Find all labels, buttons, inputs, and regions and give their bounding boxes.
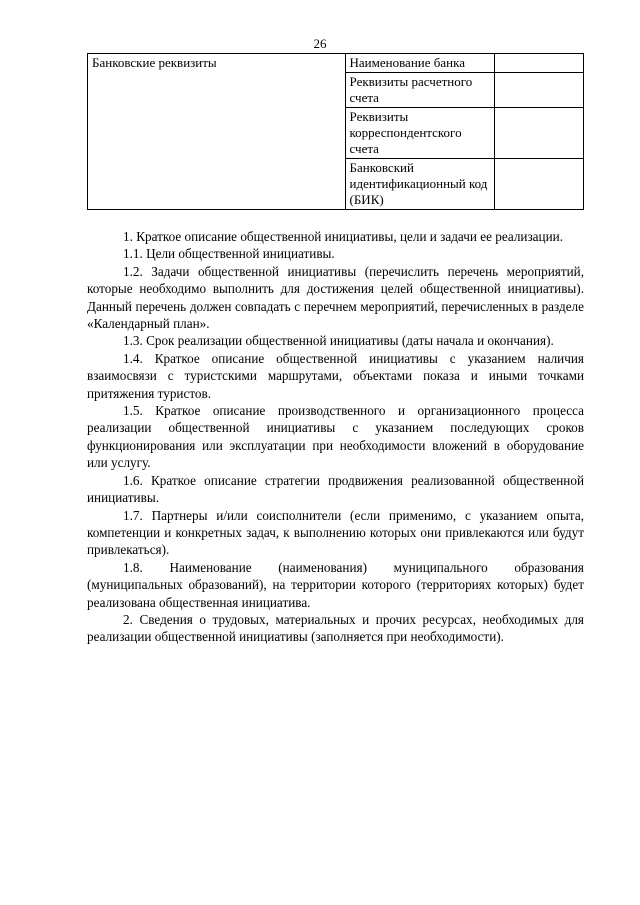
paragraph-1-3: 1.3. Срок реализации общественной инициативы (даты начала и окончания). xyxy=(123,333,554,349)
bank-requisites-table xyxy=(87,53,584,210)
paragraph-1-8: 1.8. Наименование (наименования) муниципального образования (муниципальных образований), на территории которого (территориях которых) будет реализована общественная инициатива. xyxy=(87,559,584,610)
paragraph-1-4: 1.4. Краткое описание общественной инициативы с указанием наличия взаимосвязи с туристскими маршрутами, объектами показа и иными точками притяжения туристов. xyxy=(87,350,584,401)
field-bank-name: Наименование банка xyxy=(345,54,494,73)
value-bik xyxy=(494,159,583,210)
paragraph-1-2: 1.2. Задачи общественной инициативы (перечислить перечень мероприятий, которые необходимо выполнить для достижения целей общественной инициативы). Данный перечень должен совпадать с перечнем мероприятий, перечисленных в разделе «Календарный план». xyxy=(87,263,584,332)
value-correspondent-account xyxy=(494,108,583,159)
field-bik: Банковский идентификационный код (БИК) xyxy=(345,159,494,210)
paragraph-1-6: 1.6. Краткое описание стратегии продвижения реализованной общественной инициативы. xyxy=(87,472,584,506)
page-number: 26 xyxy=(313,36,327,51)
field-settlement-account: Реквизиты расчетного счета xyxy=(345,73,494,108)
value-bank-name xyxy=(494,54,583,73)
field-correspondent-account: Реквизиты корреспондентского счета xyxy=(345,108,494,159)
table-row xyxy=(88,54,584,73)
value-settlement-account xyxy=(494,73,583,108)
paragraph-1-1: 1.1. Цели общественной инициативы. xyxy=(123,246,335,262)
bank-requisites-label: Банковские реквизиты xyxy=(88,54,346,210)
document-body xyxy=(87,228,584,646)
paragraph-1: 1. Краткое описание общественной инициативы, цели и задачи ее реализации. xyxy=(123,229,563,244)
paragraph-1-7: 1.7. Партнеры и/или соисполнители (если применимо, с указанием опыта, компетенции и конкретных задач, к выполнению которых они привлекаются или будут привлекаться). xyxy=(87,507,584,558)
paragraph-2: 2. Сведения о трудовых, материальных и прочих ресурсах, необходимых для реализации общественной инициативы (заполняется при необходимости). xyxy=(87,611,584,645)
paragraph-1-5: 1.5. Краткое описание производственного и организационного процесса реализации общественной инициативы с указанием последующих сроков функционирования или эксплуатации при необходимости вложений в оборудование или услугу. xyxy=(87,403,584,471)
